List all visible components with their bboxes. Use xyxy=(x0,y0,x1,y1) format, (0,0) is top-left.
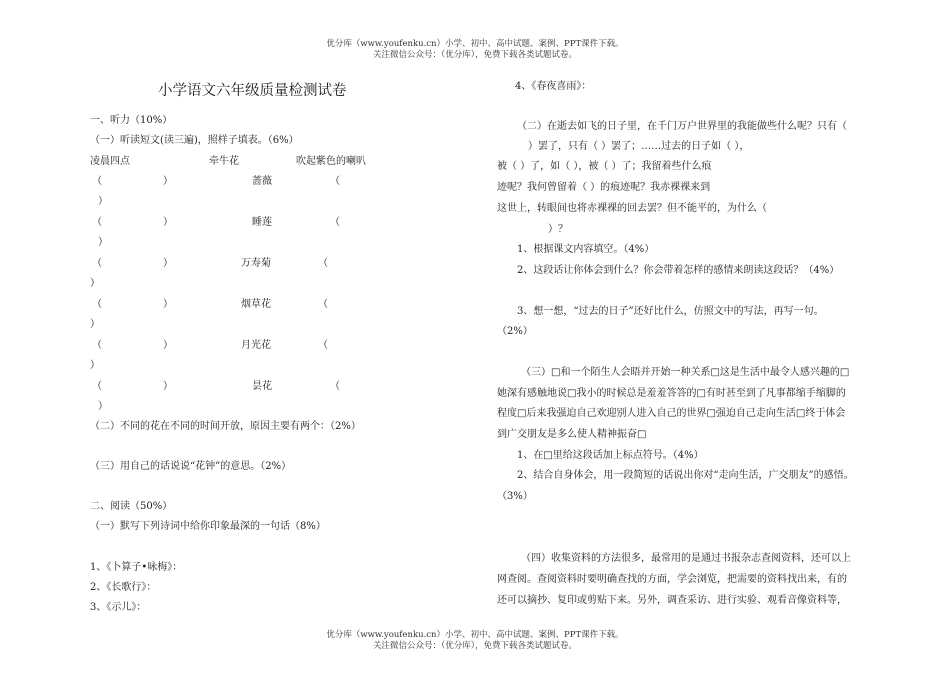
row-5-paren: （ xyxy=(318,340,328,351)
row-3-flower: 万寿菊 xyxy=(241,258,271,269)
header-line-2: 关注微信公众号：（优分库），免费下载各类试题试卷。 xyxy=(372,50,577,60)
table-head-action: 吹起紫色的喇叭 xyxy=(296,156,366,167)
row-4-flower: 烟草花 xyxy=(241,299,271,310)
section-1-question-2: （二）不同的花在不同的时间开放，原因主要有两个：（2%） xyxy=(90,421,361,432)
passage-3-line-2: 她深有感触地说□我小的时候总是羞羞答答的□有时甚至到了凡事都缩手缩脚的 xyxy=(497,388,846,399)
passage-3-line-1: （三）□和一个陌生人会晤并开始一种关系□这是生活中最令人感兴趣的□ xyxy=(521,367,850,378)
row-4-open: （ xyxy=(92,299,102,310)
passage-3-question-2-score: （3%） xyxy=(497,491,533,502)
poem-2: 2、《长歌行》： xyxy=(90,582,157,593)
row-5-tail: ） xyxy=(90,360,100,371)
row-4-tail: ） xyxy=(90,319,100,330)
passage-4-line-3: 还可以摘抄、复印或剪贴下来。另外，调查采访、进行实验、观看音像资料等， xyxy=(497,595,847,606)
header-line-1: 优分库（www.youfenku.cn）小学、初中、高中试题、案例、PPT课件下载。 xyxy=(326,39,624,49)
section-1-question-3: （三）用自己的话说说“花钟”的意思。（2%） xyxy=(90,461,292,472)
row-5-flower: 月光花 xyxy=(241,340,271,351)
passage-2-line-4: 迹呢？我何曾留着（ ）的痕迹呢？我赤裸裸来到 xyxy=(497,182,711,193)
row-2-open: （ xyxy=(92,217,102,228)
page-footer xyxy=(0,630,950,652)
passage-3-question-1: 1、在□里给这段话加上标点符号。（4%） xyxy=(517,450,704,461)
row-4-paren: （ xyxy=(318,299,328,310)
row-4-close: ） xyxy=(163,299,173,310)
row-6-open: （ xyxy=(92,381,102,392)
passage-3-line-3: 程度□后来我强迫自己欢迎别人进入自己的世界□强迫自己走向生活□终于体会 xyxy=(497,408,846,419)
passage-2-line-2: ）罢了，只有（ ）罢了；……过去的日子如（ ）， xyxy=(528,141,750,152)
passage-3-line-4: 到广交朋友是多么使人精神振奋□ xyxy=(497,429,647,440)
row-6-paren: （ xyxy=(330,381,340,392)
passage-2-question-3-score: （2%） xyxy=(497,326,533,337)
section-1-question-1: （一）听读短文(读三遍)，照样子填表。（6%） xyxy=(90,135,299,146)
row-2-paren: （ xyxy=(330,217,340,228)
row-2-flower: 睡莲 xyxy=(252,217,272,228)
section-2-heading: 二、阅读（50%） xyxy=(90,501,173,512)
row-3-paren: （ xyxy=(318,258,328,269)
row-6-close: ） xyxy=(163,381,173,392)
row-1-open: （ xyxy=(92,176,102,187)
passage-2-line-3: 被（ ）了，如（ ），被（ ）了；我留着些什么痕 xyxy=(497,161,712,172)
row-1-paren: （ xyxy=(330,176,340,187)
row-5-close: ） xyxy=(163,340,173,351)
row-6-tail: ） xyxy=(98,401,108,412)
row-2-tail: ） xyxy=(98,237,108,248)
row-3-close: ） xyxy=(163,258,173,269)
passage-2-question-1: 1、根据课文内容填空。（4%） xyxy=(517,244,655,255)
poem-1: 1、《卜算子•咏梅》： xyxy=(90,562,183,573)
passage-2-question-3: 3、想一想，“过去的日子”还好比什么，仿照文中的写法，再写一句。 xyxy=(517,306,824,317)
row-1-close: ） xyxy=(163,176,173,187)
row-5-open: （ xyxy=(92,340,102,351)
table-head-flower: 牵牛花 xyxy=(209,156,239,167)
passage-2-line-6: ）？ xyxy=(548,224,568,235)
row-3-tail: ） xyxy=(90,278,100,289)
row-6-flower: 昙花 xyxy=(252,381,272,392)
table-head-time: 凌晨四点 xyxy=(90,156,130,167)
row-1-flower: 蔷薇 xyxy=(252,176,272,187)
passage-2-question-2: 2、这段话让你体会到什么？你会带着怎样的感情来朗读这段话？（4%） xyxy=(517,265,840,276)
poem-3: 3、《示儿》： xyxy=(90,602,147,613)
exam-title: 小学语文六年级质量检测试卷 xyxy=(158,83,347,99)
passage-3-question-2: 2、结合自身体会，用一段简短的话说出你对“走向生活，广交朋友”的感悟。 xyxy=(517,470,854,481)
passage-4-line-2: 网查阅。查阅资料时要明确查找的方面，学会浏览，把需要的资料找出来，有的 xyxy=(497,574,847,585)
row-2-close: ） xyxy=(163,217,173,228)
poem-4: 4、《春夜喜雨》： xyxy=(515,81,592,92)
passage-4-line-1: （四）收集资料的方法很多，最常用的是通过书报杂志查阅资料，还可以上 xyxy=(521,553,851,564)
row-3-open: （ xyxy=(92,258,102,269)
passage-2-line-5: 这世上，转眼间也将赤裸裸的回去罢？但不能平的，为什么（ xyxy=(497,203,767,214)
row-1-tail: ） xyxy=(98,196,108,207)
section-2-question-1: （一）默写下列诗词中给你印象最深的一句话（8%） xyxy=(90,521,326,532)
footer-line-1: 优分库（www.youfenku.cn）小学、初中、高中试题、案例、PPT课件下载。 xyxy=(326,630,624,640)
passage-2-line-1: （二）在逝去如飞的日子里，在千门万户世界里的我能做些什么呢？只有（ xyxy=(517,121,847,132)
footer-line-2: 关注微信公众号：（优分库），免费下载各类试题试卷。 xyxy=(372,641,577,651)
section-1-heading: 一、听力（10%） xyxy=(90,115,173,126)
